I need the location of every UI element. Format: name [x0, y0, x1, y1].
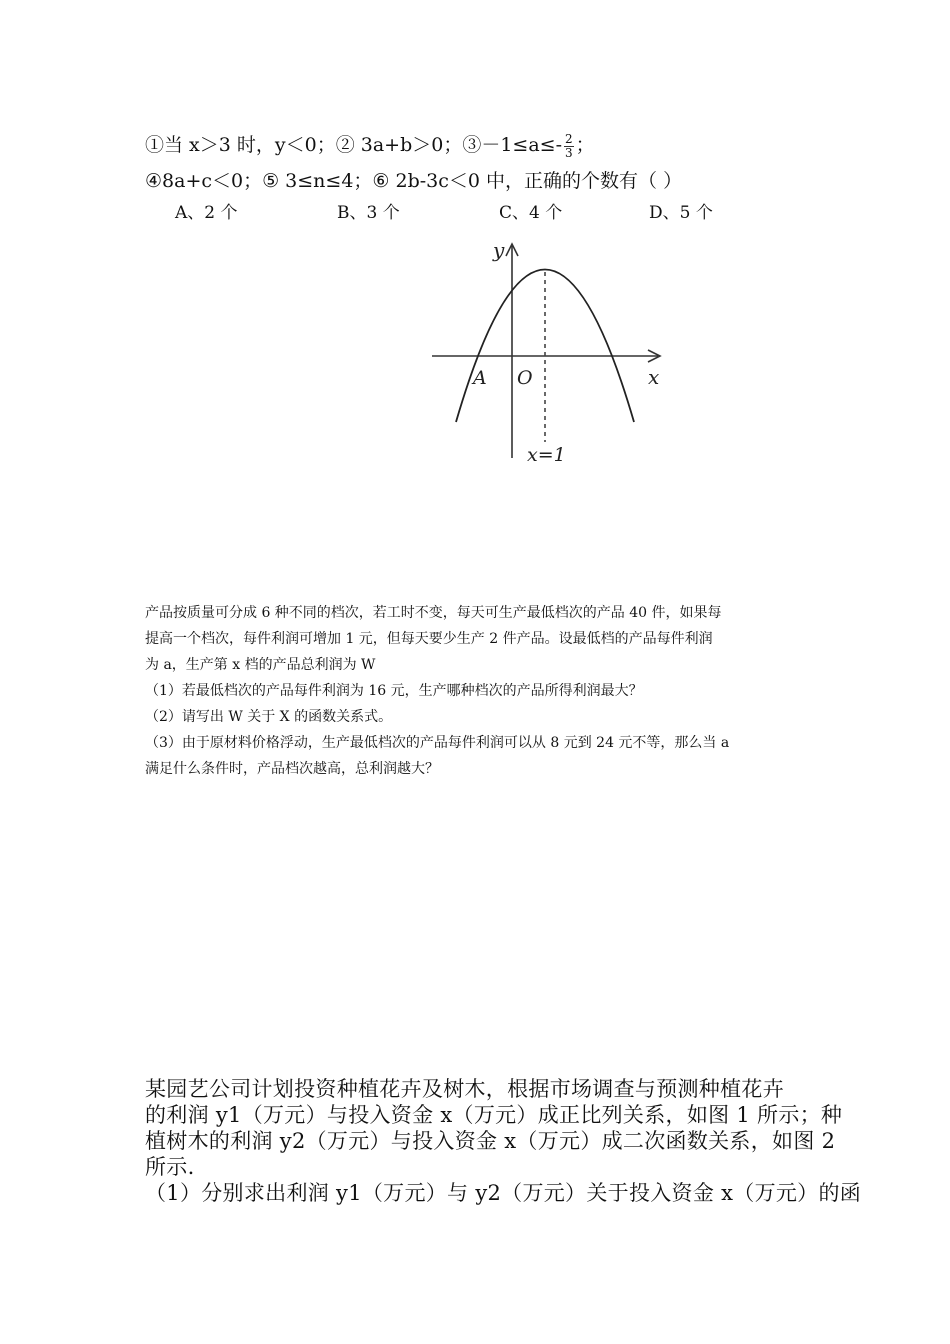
fraction-two-thirds [564, 133, 574, 160]
choice-c: C、4 个 [499, 203, 563, 223]
q2-line: 满足什么条件时，产品档次越高，总利润越大？ [145, 761, 439, 777]
fraction-denominator: 3 [565, 145, 573, 160]
q3-line: （1）分别求出利润 y1（万元）与 y2（万元）关于投入资金 x（万元）的函 [145, 1181, 862, 1205]
q1-line1 [145, 128, 682, 162]
q3-line: 某园艺公司计划投资种植花卉及树木，根据市场调查与预测种植花卉 [145, 1077, 784, 1101]
q2-line: 为 a，生产第 x 档的产品总利润为 W [145, 657, 376, 673]
parabola-graph [420, 232, 680, 472]
choice-d: D、5 个 [649, 203, 713, 223]
q2-line: 产品按质量可分成 6 种不同的档次，若工时不变，每天可生产最低档次的产品 40 件，如果每 [145, 605, 722, 621]
point-a-label: A [473, 367, 487, 389]
q2-block [145, 600, 825, 782]
q3-block [145, 1076, 862, 1206]
choice-a: A、2 个 [175, 203, 238, 223]
q3-line: 所示. [145, 1155, 195, 1179]
q1-line1-end: ； [575, 134, 595, 156]
x-axis-label: x [648, 365, 660, 389]
q2-line: 提高一个档次，每件利润可增加 1 元，但每天要少生产 2 件产品。设最低档的产品每件利润 [145, 631, 713, 647]
q1-line1-text: ①当 x＞3 时，y＜0；② 3a+b＞0；③－1≤a≤- [145, 134, 563, 156]
q3-line: 植树木的利润 y2（万元）与投入资金 x（万元）成二次函数关系，如图 2 [145, 1129, 836, 1153]
origin-label: O [517, 367, 533, 389]
q1-block [145, 128, 682, 198]
choice-b: B、3 个 [337, 203, 400, 223]
y-axis-label: y [493, 238, 505, 262]
q2-line: （1）若最低档次的产品每件利润为 16 元，生产哪种档次的产品所得利润最大？ [145, 683, 643, 699]
q2-line: （3）由于原材料价格浮动，生产最低档次的产品每件利润可以从 8 元到 24 元不等，那么当 a [145, 735, 730, 751]
fraction-numerator: 2 [565, 131, 573, 146]
q1-choices [175, 198, 713, 223]
symmetry-axis-label: x=1 [527, 444, 566, 466]
q3-line: 的利润 y1（万元）与投入资金 x（万元）成正比列关系，如图 1 所示；种 [145, 1103, 843, 1127]
q1-line2: ④8a+c＜0；⑤ 3≤n≤4；⑥ 2b-3c＜0 中，正确的个数有（ ） [145, 170, 683, 192]
q2-line: （2）请写出 W 关于 X 的函数关系式。 [145, 709, 393, 725]
